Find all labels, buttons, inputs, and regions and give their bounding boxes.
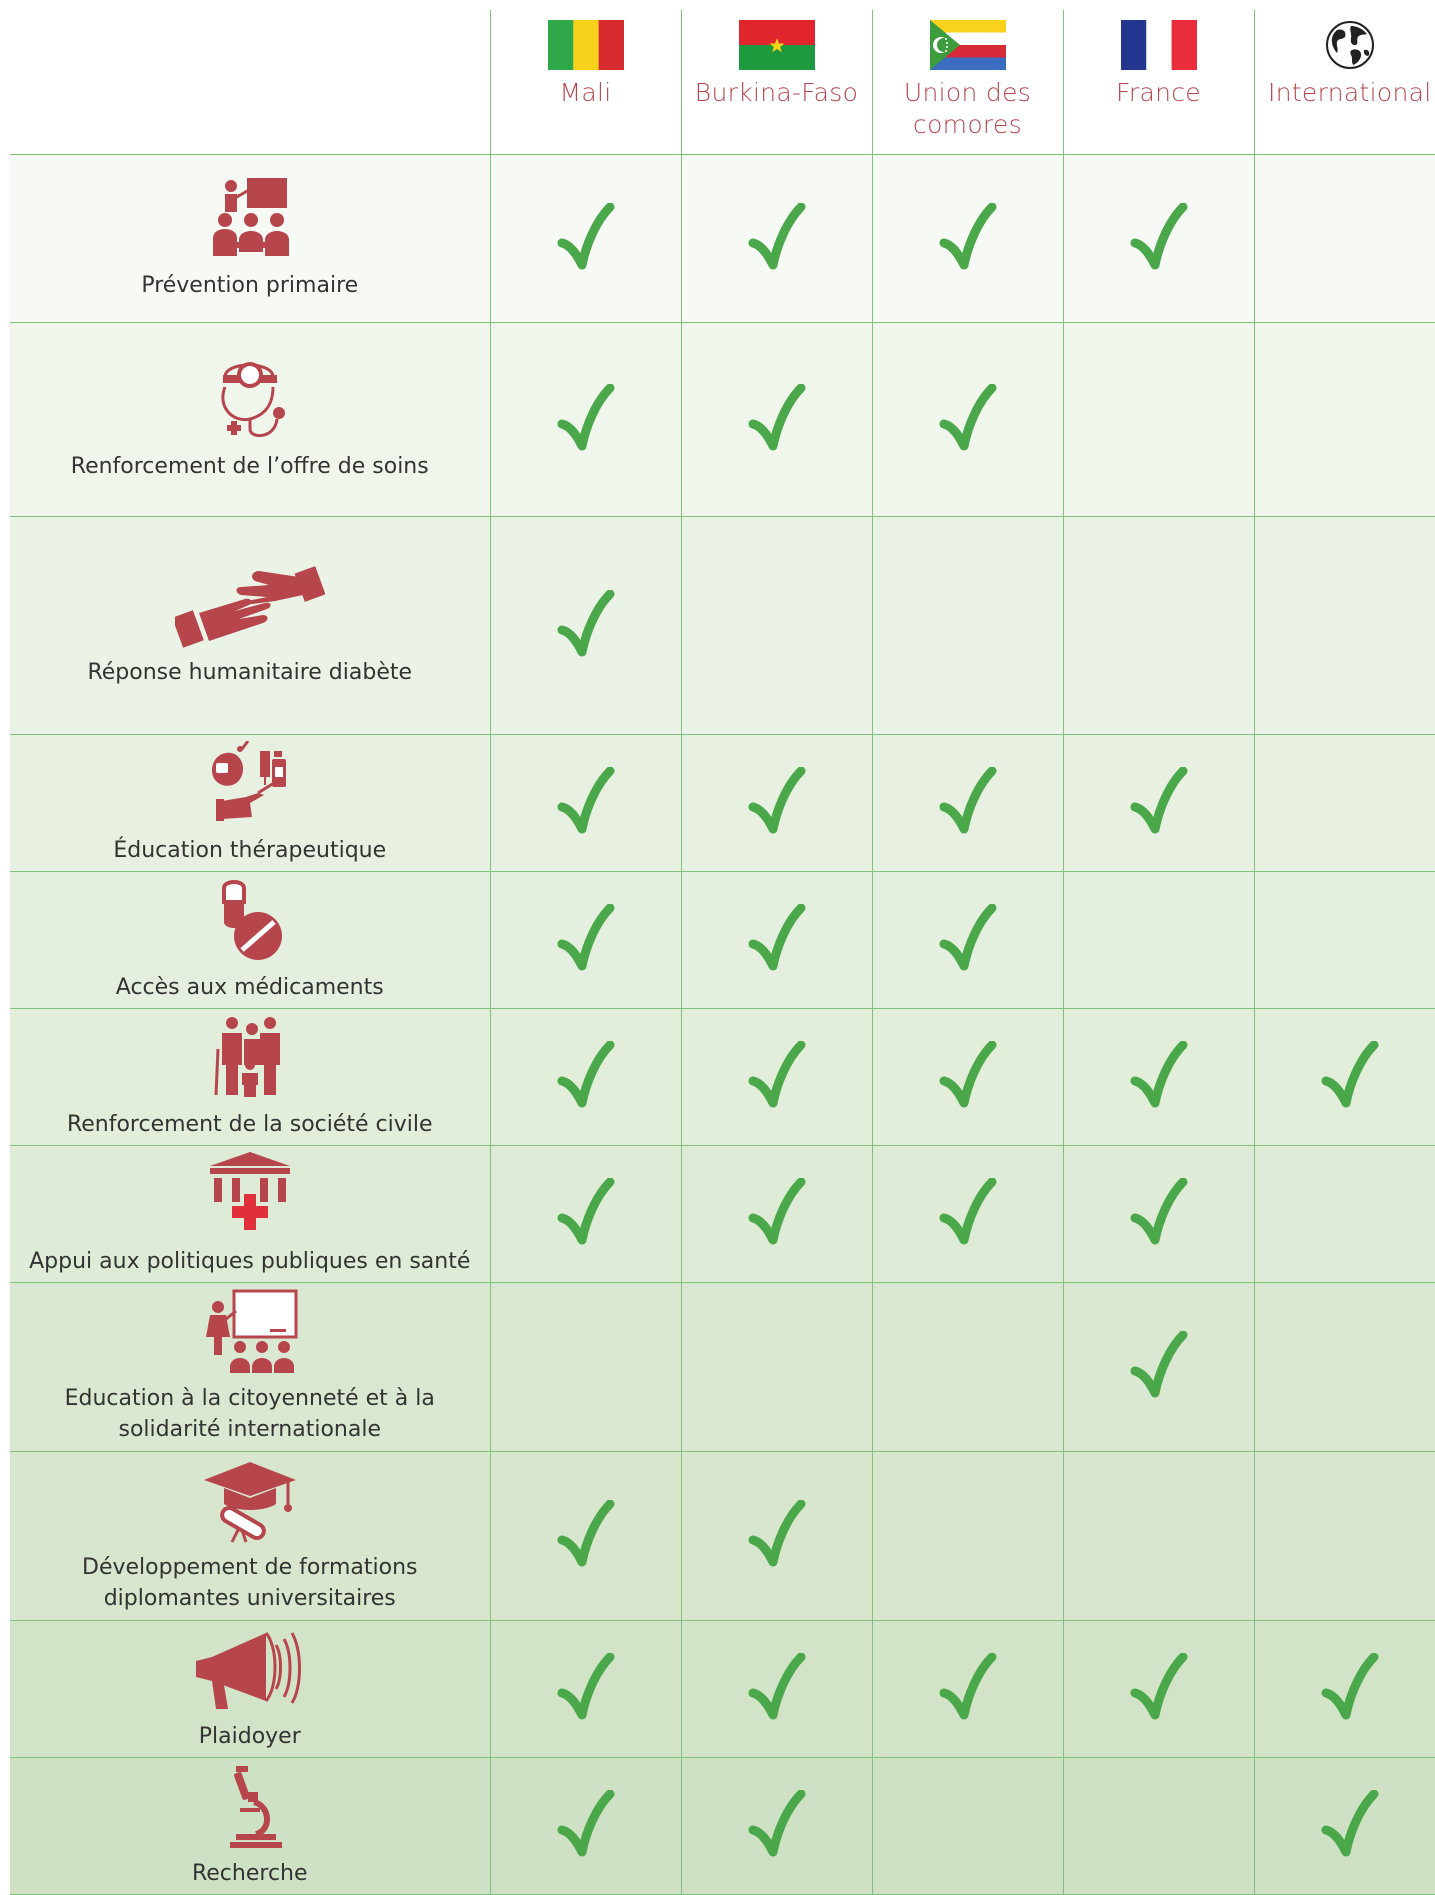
matrix-cell [872, 155, 1063, 323]
matrix-cell [1063, 1452, 1254, 1621]
matrix-cell [681, 323, 872, 517]
matrix-cell [1063, 1283, 1254, 1452]
activity-cell [10, 1621, 490, 1758]
activity-row [10, 1452, 1435, 1621]
checkmark-icon [747, 1653, 807, 1725]
matrix-cell [1063, 1758, 1254, 1895]
matrix-cell [490, 1009, 681, 1146]
matrix-cell [872, 517, 1063, 735]
checkmark-icon [938, 1041, 998, 1113]
activity-label: Renforcement de l’offre de soins [70, 454, 429, 479]
checkmark-icon [1129, 1653, 1189, 1725]
matrix-cell [872, 1283, 1063, 1452]
matrix-cell [872, 1621, 1063, 1758]
country-name: Burkina-Faso [694, 78, 859, 107]
matrix-cell [1254, 735, 1435, 872]
checkmark-icon [556, 384, 616, 456]
matrix-cell [681, 1452, 872, 1621]
matrix-cell [1254, 1283, 1435, 1452]
matrix-cell [490, 323, 681, 517]
checkmark-icon [1320, 1653, 1380, 1725]
checkmark-icon [747, 1790, 807, 1862]
checkmark-icon [938, 203, 998, 275]
activity-cell [10, 1758, 490, 1895]
activity-label: Plaidoyer [198, 1723, 301, 1749]
matrix-cell [1254, 1621, 1435, 1758]
pills-icon [210, 878, 290, 968]
matrix-cell [681, 1621, 872, 1758]
france-flag-icon [1121, 20, 1197, 70]
matrix-cell [1063, 155, 1254, 323]
matrix-cell [681, 735, 872, 872]
matrix-cell [872, 1009, 1063, 1146]
matrix-cell [1254, 1452, 1435, 1621]
matrix-cell [1254, 1009, 1435, 1146]
matrix-cell [490, 517, 681, 735]
checkmark-icon [556, 1041, 616, 1113]
checkmark-icon [747, 767, 807, 839]
activities-country-matrix [10, 10, 1435, 1895]
checkmark-icon [556, 1500, 616, 1572]
matrix-cell [1063, 323, 1254, 517]
matrix-cell [1254, 1758, 1435, 1895]
handshake-icon [175, 563, 325, 653]
activity-label: Education à la citoyenneté et à la solidarité internationale [64, 1386, 435, 1442]
matrix-cell [1254, 1146, 1435, 1283]
header-country-france [1063, 10, 1254, 155]
megaphone-icon [192, 1627, 308, 1717]
checkmark-icon [556, 1790, 616, 1862]
matrix-cell [490, 735, 681, 872]
matrix-cell [681, 1758, 872, 1895]
checkmark-icon [1129, 1041, 1189, 1113]
comoros-flag-icon [930, 20, 1006, 70]
matrix-cell [1254, 872, 1435, 1009]
country-name: International [1268, 78, 1432, 107]
activity-label: Accès aux médicaments [115, 974, 384, 1000]
matrix-cell [872, 1452, 1063, 1621]
header-country-mali [490, 10, 681, 155]
globe-icon [1325, 20, 1375, 70]
graduation-cap-icon [202, 1458, 298, 1548]
matrix-cell [1063, 1146, 1254, 1283]
matrix-cell [681, 872, 872, 1009]
matrix-cell [872, 735, 1063, 872]
activity-cell [10, 323, 490, 517]
activity-label: Éducation thérapeutique [113, 837, 387, 863]
checkmark-icon [938, 767, 998, 839]
header-country-comoros [872, 10, 1063, 155]
activity-row [10, 872, 1435, 1009]
public-building-icon [210, 1152, 290, 1242]
activity-row [10, 1009, 1435, 1146]
activity-row [10, 323, 1435, 517]
matrix-cell [1063, 872, 1254, 1009]
matrix-cell [490, 872, 681, 1009]
checkmark-icon [747, 1178, 807, 1250]
matrix-cell [490, 155, 681, 323]
checkmark-icon [1129, 767, 1189, 839]
activity-label: Renforcement de la société civile [66, 1111, 433, 1137]
activity-row [10, 517, 1435, 735]
checkmark-icon [747, 1500, 807, 1572]
header-blank-cell [10, 10, 490, 155]
activity-cell [10, 735, 490, 872]
matrix-cell [1254, 323, 1435, 517]
activity-cell [10, 1283, 490, 1452]
matrix-cell [1254, 517, 1435, 735]
checkmark-icon [556, 203, 616, 275]
activity-row [10, 1146, 1435, 1283]
mali-flag-icon [548, 20, 624, 70]
checkmark-icon [1320, 1041, 1380, 1113]
microscope-icon [210, 1764, 290, 1854]
matrix-cell [872, 1758, 1063, 1895]
classroom-icon [202, 1289, 298, 1379]
header-country-international [1254, 10, 1435, 155]
header-country-burkina-faso [681, 10, 872, 155]
activity-label: Prévention primaire [141, 273, 359, 298]
checkmark-icon [938, 904, 998, 976]
checkmark-icon [938, 384, 998, 456]
checkmark-icon [1129, 1178, 1189, 1250]
checkmark-icon [556, 904, 616, 976]
activity-row [10, 155, 1435, 323]
activity-cell [10, 1009, 490, 1146]
burkina-faso-flag-icon [739, 20, 815, 70]
checkmark-icon [556, 590, 616, 662]
checkmark-icon [938, 1178, 998, 1250]
country-name: France [1116, 78, 1201, 107]
country-name: Mali [559, 78, 612, 107]
matrix-cell [490, 1621, 681, 1758]
checkmark-icon [1129, 1331, 1189, 1403]
activity-cell [10, 1452, 490, 1621]
matrix-cell [490, 1452, 681, 1621]
checkmark-icon [556, 767, 616, 839]
country-name: Union des comores [903, 78, 1032, 139]
matrix-cell [490, 1146, 681, 1283]
activity-cell [10, 517, 490, 735]
checkmark-icon [747, 904, 807, 976]
checkmark-icon [747, 203, 807, 275]
checkmark-icon [747, 1041, 807, 1113]
matrix-cell [872, 1146, 1063, 1283]
checkmark-icon [747, 384, 807, 456]
matrix-cell [490, 1758, 681, 1895]
checkmark-icon [556, 1178, 616, 1250]
matrix-cell [681, 1283, 872, 1452]
matrix-cell [872, 872, 1063, 1009]
activity-cell [10, 872, 490, 1009]
activity-label: Développement de formations diplomantes universitaires [82, 1555, 418, 1611]
community-people-icon [210, 1015, 290, 1105]
activity-row [10, 1621, 1435, 1758]
checkmark-icon [556, 1653, 616, 1725]
activity-cell [10, 1146, 490, 1283]
matrix-cell [681, 517, 872, 735]
matrix-cell [681, 155, 872, 323]
matrix-cell [1063, 1009, 1254, 1146]
doctor-stethoscope-icon [207, 357, 293, 447]
checkmark-icon [1320, 1790, 1380, 1862]
activity-label: Réponse humanitaire diabète [87, 660, 413, 685]
matrix-cell [1254, 155, 1435, 323]
activity-row [10, 735, 1435, 872]
activity-row [10, 1283, 1435, 1452]
group-teaching-icon [207, 176, 293, 266]
checkmark-icon [1129, 203, 1189, 275]
matrix-cell [490, 1283, 681, 1452]
activity-cell [10, 155, 490, 323]
checkmark-icon [938, 1653, 998, 1725]
activity-label: Appui aux politiques publiques en santé [29, 1248, 471, 1274]
matrix-cell [872, 323, 1063, 517]
matrix-cell [1063, 1621, 1254, 1758]
activity-row [10, 1758, 1435, 1895]
matrix-cell [681, 1146, 872, 1283]
activity-label: Recherche [191, 1860, 308, 1886]
matrix-cell [1063, 517, 1254, 735]
matrix-cell [1063, 735, 1254, 872]
matrix-cell [681, 1009, 872, 1146]
header-row [10, 10, 1435, 155]
glucose-test-icon [202, 741, 298, 831]
